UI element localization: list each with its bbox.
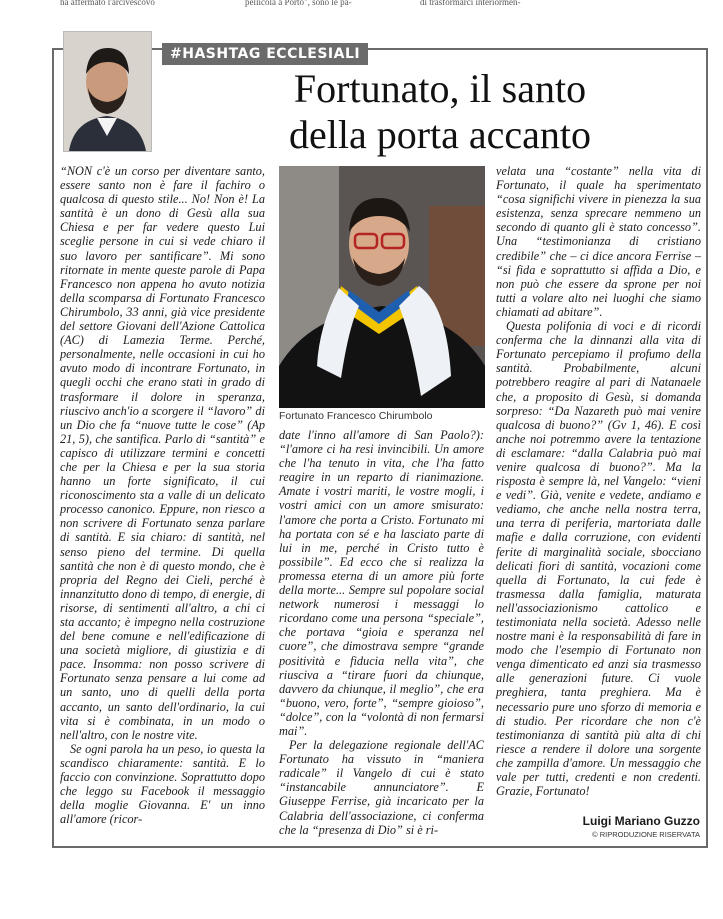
paragraph: Questa polifonia di voci e di ricordi conferma che la dinnanzi alla vita di Fortunato percepiamo il profumo della santità. Probabilmente, alcuni potrebbero reagire al pari di Natanaele che, a proposito di Gesù, si domanda sorpreso: “Da Nazareth può mai venire qualcosa di buono?” (Gv 1, 46). E così anche noi potremmo avere la tentazione di esclamare: “dalla Calabria può mai venire qualcosa di buono?”. Ma la risposta è sempre là, nel Vangelo: “vieni e vedi”. Già, venite e vedete, andiamo e vediamo, che anche nella nostra terra, una terra di periferia, martoriata dalle mafie e dalla corruzione, con evidenti ferite di marginalità sociale, sbocciano delicati fiori di santità, vocazioni come quella di Fortunato, la cui fede è trasmessa dalla famiglia, maturata nell'associazionismo cattolico e testimoniata nella società. Adesso nelle nostre mani è la responsabilità di fare in modo che l'esempio di Fortunato non venga dimenticato ed anzi sia trasmesso alle generazioni future. Ci vuole preghiera, tanta preghiera. Ma è necessario pure uno sforzo di memoria e di studio. Per ricordare che non c'è testimonianza di santità più alta di chi riesce a rendere il dolore una sorgente che zampilla d'amore. Un messaggio che vale per tutti, credenti e non credenti. Grazie, Fortunato! bbox=[496, 319, 701, 799]
strip-text-b: pellicola a Porto", sono le pa- bbox=[245, 0, 352, 7]
column-1 bbox=[60, 164, 265, 826]
paragraph: date l'inno all'amore di San Paolo?): “l'amore ci ha resi invincibili. Un amore che l'ha tenuto in vita, che l'ha fatto reagire in un reparto di rianimazione. Amate i vostri mariti, le vostre mogli, i vostri amici con un amore smisurato: l'amore che porta a Cristo. Fortunato mi ha portata con sé e ha lasciato parte di lui in me, perché in Cristo tutto è possibile”. Ed ecco che si realizza la promessa eterna di un amore più forte della morte... Sempre sul popolare social network numerosi i messaggi lo ricordano come una persona “speciale”, che portava “gioia e speranza nel cuore”, che dimostrava sempre “grande positività e fiducia nella vita”, che riusciva a “tirare fuori da chiunque, davvero da chiunque, il meglio”, che era “buono, vero, forte”, “sempre gioioso”, “dolce”, con la “volontà di non fermarsi mai”. bbox=[279, 428, 484, 738]
strip-text-c: di trasformarci interiormen- bbox=[420, 0, 521, 7]
column-2 bbox=[279, 428, 484, 837]
previous-article-strip bbox=[0, 0, 723, 12]
section-hashtag: #HASHTAG ECCLESIALI bbox=[162, 43, 368, 65]
author-signature: Luigi Mariano Guzzo bbox=[582, 814, 700, 828]
headline-line-2: della porta accanto bbox=[288, 112, 592, 157]
headline-line-1: Fortunato, il santo bbox=[293, 66, 587, 111]
headline bbox=[230, 66, 650, 158]
column-3 bbox=[496, 164, 701, 798]
author-photo bbox=[63, 31, 152, 152]
paragraph: Per la delegazione regionale dell'AC Fortunato ha vissuto in “maniera radicale” il Vangelo di cui è stato “instancabile annunciatore”. E Giuseppe Ferrise, già incaricato per la Calabria dell'associazione, ci conferma che la “presenza di Dio” si è ri- bbox=[279, 738, 484, 837]
paragraph: Se ogni parola ha un peso, io questa la scandisco chiaramente: santità. E lo faccio con convinzione. Soprattutto dopo che leggo su Facebook il messaggio della moglie Giovanna. E' un inno all'amore (ricor- bbox=[60, 741, 265, 827]
person-photo-icon bbox=[279, 166, 485, 408]
paragraph: velata una “costante” nella vita di Fortunato, il quale ha sperimentato “cosa significhi vivere in pienezza la sua esistenza, senza sprecare nemmeno un secondo di quanto gli è stato concesso”. Una “testimonianza di cristiano credibile” che – ci dice ancora Ferrise – “si fida e soprattutto si affida a Dio, e non può che essere da sprone per noi tutti a volare alto nei luoghi che siamo chiamati ad abitare”. bbox=[496, 164, 701, 319]
strip-text-a: ha affermato l'arcivescovo bbox=[60, 0, 155, 7]
paragraph: “NON c'è un corso per diventare santo, essere santo non è fare il fachiro o qualcosa di questo stile... No! Non è! La santità è un dono di Gesù alla sua Chiesa e per far vedere questo Lui sceglie persone in cui si vede chiaro il suo lavoro per santificare”. Mi sono ritornate in mente queste parole di Papa Francesco non appena ho avuto notizia della scomparsa di Fortunato Francesco Chirumbolo, 33 anni, già vice presidente del settore Giovani dell'Azione Cattolica (AC) di Lamezia Terme. Perché, personalmente, nelle occasioni in cui ho avuto modo di incontrare Fortunato, in quegli occhi che erano stati in grado di trasformare il dolore in speranza, riuscivo anch'io a scorgere il “lavoro” di un Dio che fa “nuove tutte le cose” (Ap 21, 5), che santifica. Parlo di “santità” e capisco di utilizzare termini e concetti che per la Chiesa e per la sua storia hanno un forte significato, il cui riconoscimento sta a valle di un delicato processo canonico. Eppure, non riesco a non scrivere di Fortunato senza parlare di santità. E sia chiaro: di santità, nel senso pieno del termine. Di quella santità che non è di questo mondo, che è propria del Regno dei Cieli, perché è innanzitutto dono di tempo, di energie, di risorse, di sentimenti all'altro, a chi ci sta accanto; è impegno nella costruzione del bene comune e nell'edificazione di una società migliore, di giustizia e di pace. Insomma: non posso scrivere di Fortunato senza pensare a lui come ad un santo, uno di quelli della porta accanto, un santo dell'ordinario, la cui vita si è combinata, in un modo o nell'altro, con le nostre vite. bbox=[60, 164, 265, 742]
copyright-notice: © RIPRODUZIONE RISERVATA bbox=[592, 830, 700, 839]
main-photo bbox=[279, 166, 485, 408]
photo-caption: Fortunato Francesco Chirumbolo bbox=[279, 410, 433, 422]
author-portrait-icon bbox=[64, 32, 151, 151]
